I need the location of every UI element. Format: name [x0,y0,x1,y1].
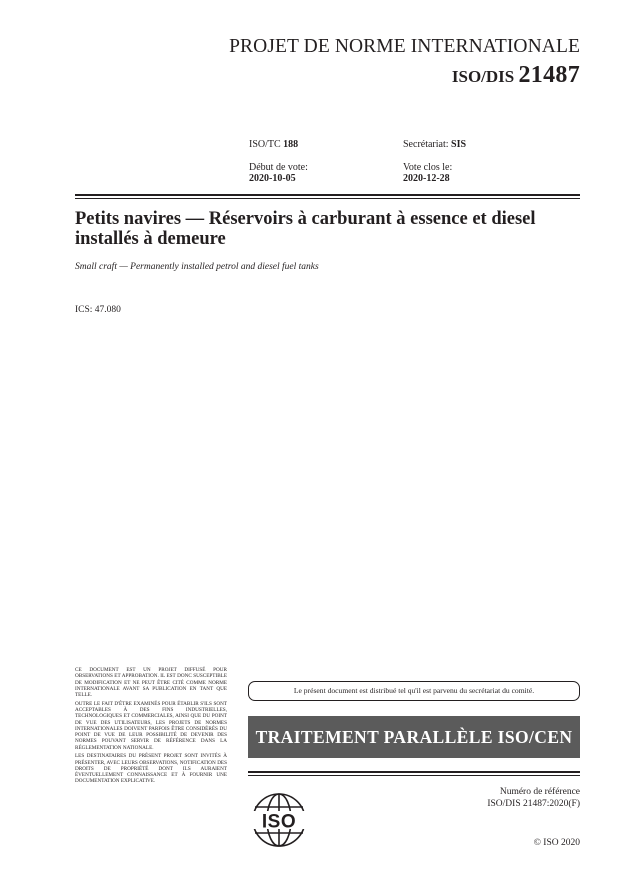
vote-end-value: 2020-12-28 [403,173,450,184]
footer-divider-thick [248,771,580,773]
reference-number: 21487 [518,62,580,88]
distribution-note: Le présent document est distribué tel qu'il est parvenu du secrétariat du comité. [248,681,580,701]
parallel-processing-banner: TRAITEMENT PARALLÈLE ISO/CEN [248,716,580,758]
ics-code: ICS: 47.080 [75,305,121,315]
disclaimer-paragraph: OUTRE LE FAIT D'ÊTRE EXAMINÉS POUR ÉTABLIR S'ILS SONT ACCEPTABLES À DES FINS INDUSTRIELLES, TECHNOLOGIQUES ET COMMERCIALES, AINSI QUE DU POINT DE VUE DES UTILISATEURS, LES PROJETS DE NORMES INTERNATIONALES DOIVENT PARFOIS ÊTRE CONSIDÉRÉS DU POINT DE VUE DE LEUR POSSIBILITÉ DE DEVENIR DES NORMES POUVANT SERVIR DE RÉFÉRENCE DANS LA RÉGLEMENTATION NATIONALE. [75,700,227,751]
committee [249,139,298,150]
reference-number-label: Numéro de référence [499,787,580,797]
vote-start-label: Début de vote: [249,162,308,173]
footer-divider-thin [248,775,580,776]
committee-label: ISO/TC [249,139,284,150]
header-divider-thick [75,194,580,196]
document-reference [452,62,580,89]
disclaimer-paragraph: CE DOCUMENT EST UN PROJET DIFFUSÉ POUR OBSERVATIONS ET APPROBATION. IL EST DONC SUSCEPTIBLE DE MODIFICATION ET NE PEUT ÊTRE CITÉ COMME NORME INTERNATIONALE AVANT SA PUBLICATION EN TANT QUE TELLE. [75,667,227,698]
document-subtitle: Small craft — Permanently installed petrol and diesel fuel tanks [75,262,319,272]
secretariat [403,139,466,150]
committee-number: 188 [283,139,299,150]
vote-start-value: 2020-10-05 [249,173,296,184]
iso-globe-logo-icon [248,791,310,849]
reference-number-value: ISO/DIS 21487:2020(F) [487,799,580,809]
disclaimer [75,667,227,787]
logo-text: ISO [261,811,297,833]
disclaimer-paragraph: LES DESTINATAIRES DU PRÉSENT PROJET SONT INVITÉS À PRÉSENTER, AVEC LEURS OBSERVATIONS, NOTIFICATION DES DROITS DE PROPRIÉTÉ DONT ILS AURAIENT ÉVENTUELLEMENT CONNAISSANCE ET À FOURNIR UNE DOCUMENTATION EXPLICATIVE. [75,753,227,785]
vote-end-label: Vote clos le: [403,162,453,173]
document-title: Petits navires — Réservoirs à carburant à essence et diesel installés à demeure [75,209,536,249]
header-divider-thin [75,198,580,199]
secretariat-label: Secrétariat: [403,139,452,150]
reference-prefix: ISO/DIS [451,67,519,86]
header-title: PROJET DE NORME INTERNATIONALE [229,36,580,57]
copyright: © ISO 2020 [533,838,580,848]
secretariat-value: SIS [451,139,467,150]
